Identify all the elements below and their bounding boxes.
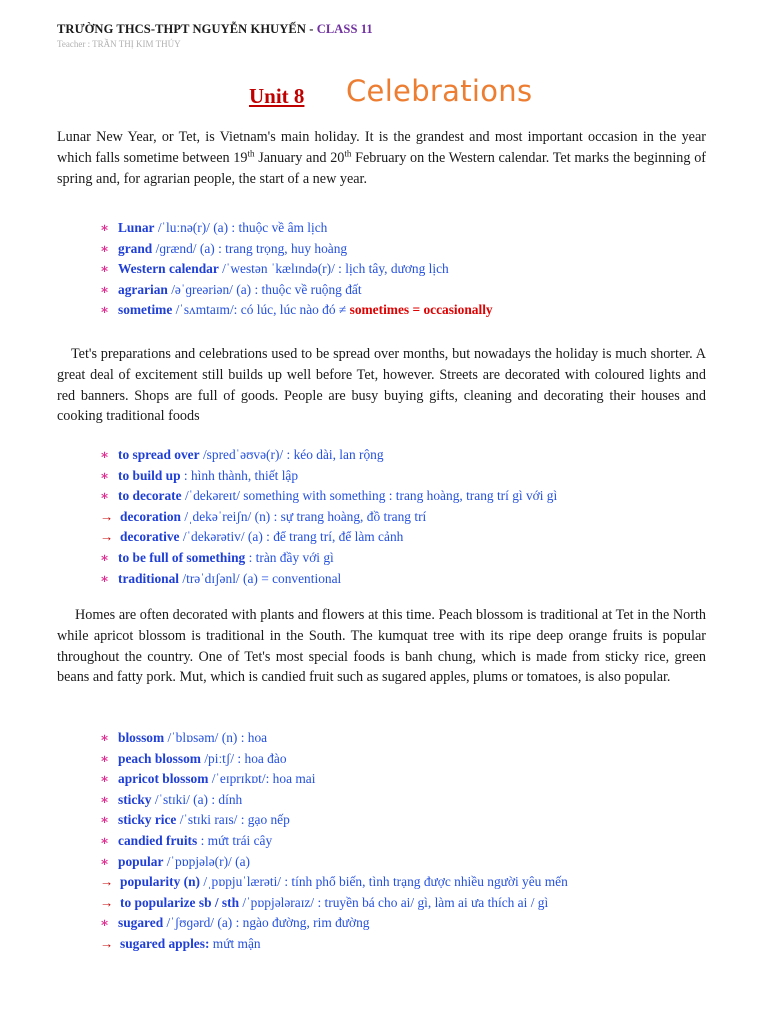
arrow-icon: →: [100, 935, 114, 951]
vocab-definition: /trəˈdɪʃənl/ (a) = conventional: [182, 570, 342, 586]
paragraph-1-text-b: January and 20: [254, 149, 345, 166]
ordinal-suffix: th: [344, 148, 352, 159]
vocab-item: [100, 792, 720, 813]
vocab-definition: : tràn đầy với gì: [248, 549, 334, 565]
vocab-item: [100, 261, 720, 282]
arrow-icon: →: [100, 874, 114, 890]
vocab-word: popular: [118, 853, 164, 869]
bullet-icon: ∗: [100, 791, 110, 807]
vocab-item: [100, 447, 720, 468]
paragraph-1-text-c: February on the Western calendar. Tet marks the beginning of spring and, for agrarian people, the start of a new year.: [57, 149, 707, 187]
vocab-definition: : mứt trái cây: [200, 832, 273, 848]
vocab-definition: /əˈɡreəriən/ (a) : thuộc về ruộng đất: [171, 281, 362, 297]
vocab-item: [100, 302, 720, 323]
vocab-word: sugared apples:: [120, 935, 210, 951]
vocab-word: to decorate: [118, 488, 182, 504]
teacher-line: Teacher : TRẦN THỊ KIM THÚY: [57, 39, 181, 49]
vocab-item: [100, 771, 720, 792]
bullet-icon: ∗: [100, 812, 110, 828]
bullet-icon: ∗: [100, 281, 110, 297]
vocab-definition: /ˌdekəˈreiʃn/ (n) : sự trang hoàng, đồ trang trí: [184, 508, 427, 524]
vocab-item: [100, 854, 720, 875]
bullet-icon: ∗: [100, 447, 110, 462]
vocab-definition: /ˈluːnə(r)/ (a) : thuộc về âm lịch: [157, 220, 328, 235]
vocab-word: to build up: [118, 467, 181, 483]
arrow-icon: →: [100, 508, 114, 524]
paragraph-1: [57, 127, 706, 189]
bullet-icon: ∗: [100, 750, 110, 766]
vocab-word: candied fruits: [118, 832, 198, 848]
bullet-icon: ∗: [100, 302, 110, 318]
vocab-item: [100, 730, 720, 751]
vocab-word: sticky rice: [118, 812, 177, 828]
vocab-word: Lunar: [118, 220, 155, 235]
bullet-icon: ∗: [100, 488, 110, 504]
bullet-icon: ∗: [100, 570, 110, 586]
bullet-icon: ∗: [100, 240, 110, 256]
bullet-icon: ∗: [100, 261, 110, 277]
paragraph-2: Tet's preparations and celebrations used to be spread over months, but nowadays the holiday is much shorter. A great deal of excitement still builds up well before Tet, however. Streets are decorated with coloured lights and red banners. Shops are full of goods. People are busy buying gifts, cleaning and decorating their houses and cooking traditional foods: [57, 346, 706, 425]
vocab-word: to spread over: [118, 447, 200, 462]
vocab-list-1: [100, 220, 720, 323]
vocab-definition: /ˈblɒsəm/ (n) : hoa: [167, 730, 268, 745]
vocab-item: [100, 812, 720, 833]
vocab-word: grand: [118, 240, 153, 256]
vocab-word: peach blossom: [118, 750, 201, 766]
vocab-word: traditional: [118, 570, 180, 586]
vocab-list-3: [100, 730, 720, 957]
vocab-definition: /ɡrænd/ (a) : trang trọng, huy hoàng: [155, 240, 348, 256]
unit-title: Unit 8: [249, 84, 305, 108]
vocab-definition: /ˈwestən ˈkælɪndə(r)/ : lịch tây, dương lịch: [222, 261, 449, 277]
school-name: TRƯỜNG THCS-THPT NGUYỄN KHUYẾN -: [57, 22, 317, 36]
bullet-icon: ∗: [100, 220, 110, 235]
vocab-word: decorative: [120, 529, 180, 545]
vocab-definition: /ˌpɒpjuˈlærəti/ : tính phổ biến, tình trạng được nhiều người yêu mến: [203, 874, 568, 890]
ordinal-suffix: th: [247, 148, 255, 159]
vocab-item: [100, 468, 720, 489]
vocab-word: to popularize sb / sth: [120, 894, 240, 910]
vocab-item: [100, 529, 720, 550]
vocab-item: [100, 833, 720, 854]
arrow-icon: →: [100, 529, 114, 545]
bullet-icon: ∗: [100, 467, 110, 483]
vocab-definition: /piːtʃ/ : hoa đào: [204, 750, 287, 766]
vocab-synonym: sometimes = occasionally: [349, 302, 493, 318]
vocab-definition: /ˈdekərətiv/ (a) : để trang trí, để làm cảnh: [182, 529, 404, 545]
school-header: [57, 22, 373, 37]
vocab-definition: /spredˈəʊvə(r)/ : kéo dài, lan rộng: [202, 447, 384, 462]
vocab-word: popularity (n): [120, 874, 200, 890]
vocab-word: sticky: [118, 791, 152, 807]
bullet-icon: ∗: [100, 730, 110, 745]
bullet-icon: ∗: [100, 853, 110, 869]
vocab-word: sometime: [118, 302, 173, 318]
vocab-item: [100, 488, 720, 509]
vocab-word: apricot blossom: [118, 771, 209, 787]
vocab-item: [100, 874, 720, 895]
vocab-item: [100, 751, 720, 772]
bullet-icon: ∗: [100, 832, 110, 848]
paragraph-3: Homes are often decorated with plants and flowers at this time. Peach blossom is traditional at Tet in the North while apricot blossom is traditional in the South. The kumquat tree with its ripe deep orange fruits is popular throughout the country. One of Tet's most special foods is banh chung, which is made from sticky rice, green beans and fatty pork. Mut, which is candied fruit such as sugared apples, plums or tomatoes, is also popular.: [57, 607, 706, 686]
bullet-icon: ∗: [100, 915, 110, 931]
vocab-item: [100, 915, 720, 936]
vocab-word: blossom: [118, 730, 165, 745]
vocab-word: Western calendar: [118, 261, 219, 277]
vocab-item: [100, 509, 720, 530]
arrow-icon: →: [100, 894, 114, 910]
class-label: CLASS 11: [316, 22, 373, 36]
bullet-icon: ∗: [100, 549, 110, 565]
vocab-definition: /ˈpɒpjələraɪz/ : truyền bá cho ai/ gì, làm ai ưa thích ai / gì: [242, 894, 549, 910]
vocab-word: sugared: [118, 915, 164, 931]
vocab-definition: /ˈpɒpjələ(r)/ (a): [166, 853, 250, 869]
vocab-item: [100, 571, 720, 592]
vocab-definition: /ˈdekəreɪt/ something with something : trang hoàng, trang trí gì với gì: [184, 488, 558, 504]
vocab-word: decoration: [120, 508, 181, 524]
topic-title: Celebrations: [346, 74, 533, 108]
paragraph-1-text-a: Lunar New Year, or Tet, is Vietnam's main holiday. It is the grandest and most important occasion in the year which falls sometime between 19: [57, 129, 706, 166]
vocab-item: [100, 282, 720, 303]
vocab-item: [100, 895, 720, 916]
vocab-item: [100, 550, 720, 571]
vocab-word: agrarian: [118, 281, 168, 297]
vocab-definition: /ˈeɪprɪkɒt/: hoa mai: [211, 771, 316, 787]
vocab-definition: /ˈsʌmtaɪm/: có lúc, lúc nào đó ≠: [175, 302, 350, 318]
vocab-definition: /ˈstɪki raɪs/ : gạo nếp: [179, 812, 290, 828]
vocab-definition: : hình thành, thiết lập: [183, 467, 299, 483]
vocab-definition: mứt mận: [212, 935, 261, 951]
vocab-list-2: [100, 447, 720, 591]
vocab-definition: /ˈʃʊɡərd/ (a) : ngào đường, rim đường: [166, 915, 370, 931]
bullet-icon: ∗: [100, 771, 110, 787]
vocab-item: [100, 220, 720, 241]
vocab-definition: /ˈstɪki/ (a) : dính: [154, 791, 243, 807]
vocab-word: to be full of something: [118, 549, 246, 565]
vocab-item: [100, 936, 720, 957]
vocab-item: [100, 241, 720, 262]
